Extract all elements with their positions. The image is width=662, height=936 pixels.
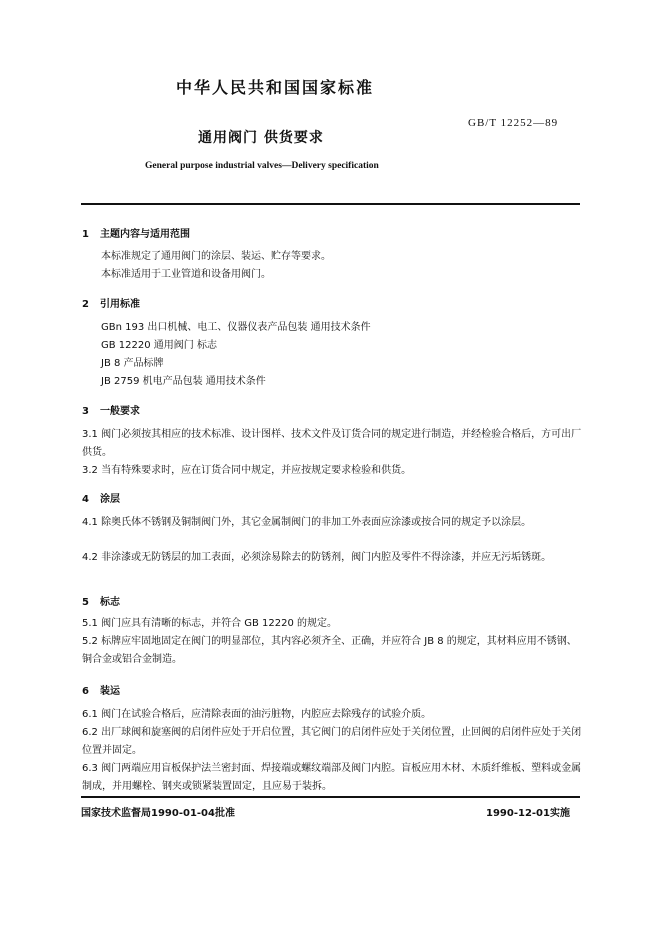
section-title: 装运 bbox=[100, 686, 120, 697]
standard-code: GB/T 12252—89 bbox=[468, 117, 559, 129]
clause-4-2: 4.2 非涂漆或无防锈层的加工表面，必须涂易除去的防锈剂，阀门内腔及零件不得涂漆，并应无污垢锈斑。 bbox=[82, 552, 552, 563]
section-2-heading bbox=[82, 295, 140, 310]
paragraph: 本标准适用于工业管道和设备用阀门。 bbox=[101, 269, 271, 280]
implementation-date: 1990-12-01实施 bbox=[486, 808, 570, 819]
section-title: 标志 bbox=[100, 597, 120, 608]
section-number: 6 bbox=[82, 686, 89, 697]
reference-item: GB 12220 通用阀门 标志 bbox=[101, 340, 217, 351]
clause-3-2: 3.2 当有特殊要求时，应在订货合同中规定，并应按规定要求检验和供货。 bbox=[82, 465, 412, 476]
clause-6-1: 6.1 阀门在试验合格后，应清除表面的油污脏物，内腔应去除残存的试验介质。 bbox=[82, 709, 432, 720]
section-1-heading bbox=[82, 225, 190, 240]
clause-5-2: 5.2 标牌应牢固地固定在阀门的明显部位，其内容必须齐全、正确，并应符合 JB 8 的规定，其材料应用不锈钢、铜合金或铝合金制造。 bbox=[82, 636, 577, 665]
section-number: 3 bbox=[82, 406, 89, 417]
section-title: 一般要求 bbox=[100, 406, 140, 417]
section-title: 主题内容与适用范围 bbox=[100, 229, 190, 240]
bottom-rule bbox=[81, 796, 580, 798]
title-chinese: 通用阀门 供货要求 bbox=[198, 130, 324, 146]
clause-5-1: 5.1 阀门应具有清晰的标志，并符合 GB 12220 的规定。 bbox=[82, 618, 338, 629]
clause-4-1: 4.1 除奥氏体不锈钢及铜制阀门外，其它金属制阀门的非加工外表面应涂漆或按合同的规定予以涂层。 bbox=[82, 517, 532, 528]
section-number: 4 bbox=[82, 494, 89, 505]
section-3-heading bbox=[82, 402, 140, 417]
reference-item: GBn 193 出口机械、电工、仪器仪表产品包装 通用技术条件 bbox=[101, 322, 371, 333]
reference-item: JB 2759 机电产品包装 通用技术条件 bbox=[101, 376, 266, 387]
section-4-heading bbox=[82, 490, 120, 505]
approval-date: 国家技术监督局1990-01-04批准 bbox=[81, 808, 235, 819]
section-title: 涂层 bbox=[100, 494, 120, 505]
section-number: 1 bbox=[82, 229, 89, 240]
paragraph: 本标准规定了通用阀门的涂层、装运、贮存等要求。 bbox=[101, 251, 331, 262]
reference-item: JB 8 产品标牌 bbox=[101, 358, 164, 369]
title-english: General purpose industrial valves—Delivery specification bbox=[145, 161, 379, 171]
section-5-heading bbox=[82, 593, 120, 608]
clause-6-3: 6.3 阀门两端应用盲板保护法兰密封面、焊接端或螺纹端部及阀门内腔。盲板应用木材、木质纤维板、塑料或金属制成，并用螺栓、钢夹或锁紧装置固定，且应易于装拆。 bbox=[82, 763, 582, 792]
top-rule bbox=[81, 203, 580, 205]
clause-3-1: 3.1 阀门必须按其相应的技术标准、设计图样、技术文件及订货合同的规定进行制造，并经检验合格后，方可出厂供货。 bbox=[82, 429, 582, 458]
national-standard-heading: 中华人民共和国国家标准 bbox=[176, 78, 375, 97]
clause-6-2: 6.2 出厂球阀和旋塞阀的启闭件应处于开启位置，其它阀门的启闭件应处于关闭位置，止回阀的启闭件应处于关闭位置并固定。 bbox=[82, 727, 582, 756]
section-number: 2 bbox=[82, 299, 89, 310]
section-title: 引用标准 bbox=[100, 299, 140, 310]
section-number: 5 bbox=[82, 597, 89, 608]
section-6-heading bbox=[82, 682, 120, 697]
